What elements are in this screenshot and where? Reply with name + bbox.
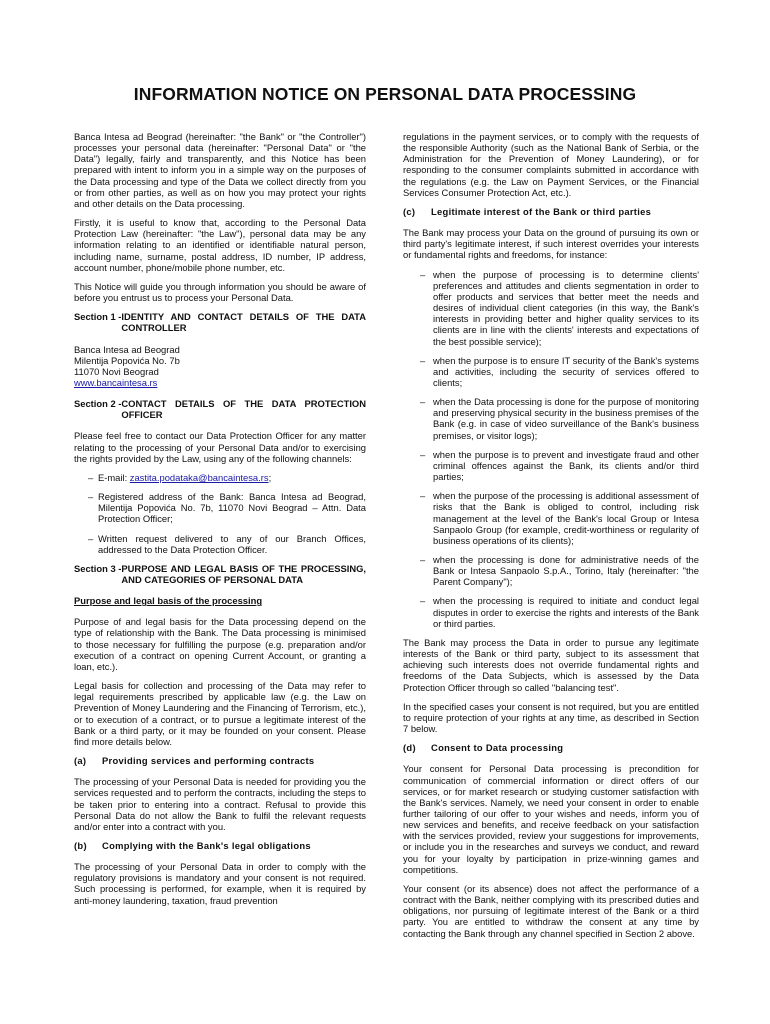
dpo-email-link[interactable]: zastita.podataka@bancaintesa.rs xyxy=(129,471,269,483)
bank-website-link[interactable]: www.bancaintesa.rs xyxy=(74,376,158,388)
definition-paragraph: Firstly, it is useful to know that, according to the Personal Data Protection Law (hereinafter: "the Law"), personal data may be any information relating to an identified or identifiable natural person, including name, surname, postal address, ID number, IP address, account number, phone/mobile phone number, etc. xyxy=(74,217,366,273)
section-1-heading xyxy=(74,311,366,333)
consent-paragraph: Your consent for Personal Data processing is precondition for communication of commercial information or direct offers of our services, or for market research or studying customer satisfaction with the Bank's services. Namely, we need your consent in order to enable further tailoring of our offer to your wishes and needs, inform you of new services and benefits, and receive feedback on your satisfaction with the services provided, review your suggestions for improvements, or include you in the researches and surveys we conduct, and reward you for your loyalty by participation in prize-winning games and competitions. xyxy=(403,763,699,875)
dpo-channels-list xyxy=(74,472,366,555)
subsection-a-title: Providing services and performing contracts xyxy=(102,755,315,767)
section-3-number: Section 3 - xyxy=(74,562,122,574)
purpose-subheading: Purpose and legal basis of the processing xyxy=(74,595,263,607)
list-item xyxy=(403,396,699,441)
list-item xyxy=(403,554,699,587)
subsection-d-title: Consent to Data processing xyxy=(431,742,564,754)
list-item-text: when the purpose of processing is to determine clients' preferences and attitudes and clients segmentation in order to offer products and services that better meet the needs and desires of individual client categories (in this way, the Bank's interests in providing better and higher quality services to its clients are in line with the clients' interests and expectations of the best possible service); xyxy=(433,268,699,347)
list-item-text: when the purpose is to ensure IT security of the Bank's systems and activities, including the security of services offered to clients; xyxy=(433,354,699,388)
list-item xyxy=(74,472,366,483)
dash-bullet: – xyxy=(420,554,426,565)
dash-bullet: – xyxy=(420,490,426,502)
dash-bullet: – xyxy=(420,595,426,607)
list-item xyxy=(403,490,699,546)
email-label: E-mail: xyxy=(98,471,130,483)
section-1-title: IDENTITY AND CONTACT DETAILS OF THE DATA CONTROLLER xyxy=(121,311,366,334)
section-3-title: PURPOSE AND LEGAL BASIS OF THE PROCESSING, AND CATEGORIES OF PERSONAL DATA xyxy=(121,562,366,585)
list-item xyxy=(403,269,699,347)
dash-bullet: – xyxy=(420,354,426,366)
dash-bullet: – xyxy=(88,532,94,544)
dash-bullet: – xyxy=(420,448,426,460)
list-item-text: when the Data processing is done for the purpose of monitoring and preserving physical security in the business premises of the Bank (e.g. in case of video surveillance of the Bank's business premises, or visitor logs); xyxy=(433,396,699,441)
list-item xyxy=(74,533,366,555)
address-line-2: Milentija Popovića No. 7b xyxy=(74,354,180,366)
subsection-d-label: (d) xyxy=(403,742,416,754)
consent-not-required-paragraph: In the specified cases your consent is not required, but you are entitled to require protection of your rights at any time, as described in Section 7 below. xyxy=(403,700,699,735)
address-line-3: 11070 Novi Beograd xyxy=(74,365,159,377)
subsection-a-label: (a) xyxy=(74,755,87,767)
section-3-heading xyxy=(74,563,366,585)
list-item xyxy=(403,355,699,388)
regulations-paragraph: regulations in the payment services, or to comply with the requests of the responsible Authority (such as the National Bank of Serbia, or the Administration for the Prevention of Money Laundering), or for responding to the consumer complaints submitted in accordance with the regulations (e.g. the Law on Payment Services, or the Financial Services Consumer Protection Act, etc.). xyxy=(403,131,699,198)
subsection-a-heading xyxy=(74,755,366,766)
list-item-text: when the purpose of the processing is additional assessment of risks that the Bank is obliged to control, including risk management at the level of the Bank's local Group or Intesa Sanpaolo Group (for example, credit-worthiness or regularity of business operations of its clients); xyxy=(433,490,699,546)
legitimate-interest-paragraph: The Bank may process your Data on the ground of pursuing its own or third party's legitimate interest, if such interest overrides your interests or fundamental rights and freedoms, for instance: xyxy=(403,227,699,261)
section-2-title: CONTACT DETAILS OF THE DATA PROTECTION OFFICER xyxy=(121,398,366,421)
subsection-c-title: Legitimate interest of the Bank or third parties xyxy=(431,205,652,217)
list-item-text: when the processing is required to initiate and conduct legal disputes in order to exercise the rights and interests of the Bank or third parties. xyxy=(433,595,699,629)
right-column xyxy=(403,131,699,947)
services-paragraph: The processing of your Personal Data is needed for providing you the services requested and to perform the contracts, including the steps to be taken prior to entering into a contract. Refusal to provide this Personal Data do not allow the Bank to fulfil the relevant requests and/or enter into a contract with you. xyxy=(74,776,366,832)
legitimate-interest-list xyxy=(403,269,699,629)
consent-withdraw-paragraph: Your consent (or its absence) does not affect the performance of a contract with the Bank, neither complying with its prescribed duties and obligations, nor pursuing of legitimate interest of the Bank or a third party. You are entitled to withdraw the consent at any time by contacting the Bank through any channel specified in Section 2 above. xyxy=(403,882,699,939)
dash-bullet: – xyxy=(88,491,94,503)
list-item xyxy=(74,491,366,524)
subsection-d-heading xyxy=(403,742,699,753)
section-1-number: Section 1 - xyxy=(74,311,122,323)
guide-paragraph: This Notice will guide you through information you should be aware of before you entrust us to process your Personal Data. xyxy=(74,280,366,304)
subsection-c-heading xyxy=(403,206,699,217)
dpo-contact-paragraph: Please feel free to contact our Data Protection Officer for any matter relating to the processing of your Personal Data and/or to exercising the rights provided by the Law, using any of the following channels: xyxy=(74,430,366,464)
subsection-b-label: (b) xyxy=(74,839,87,851)
section-2-heading xyxy=(74,398,366,420)
purpose-paragraph: Purpose of and legal basis for the Data processing depend on the type of relationship with the Bank. The Data processing is minimised to those necessary for fulfilling the purpose (e.g. preparation and/or execution of a contract on opening Current Account, or granting a loan, etc.). xyxy=(74,616,366,672)
subsection-b-title: Complying with the Bank's legal obligations xyxy=(102,839,311,851)
intro-paragraph: Banca Intesa ad Beograd (hereinafter: "the Bank" or "the Controller") processes your personal data (hereinafter: "Personal Data" or "the Data") legally, fairly and transparently, and this Notice has been prepared with intent to inform you in a simple way on the purposes of the Data processing and type of the Data we collect directly from you or from other parties, as well as on how you may protect your rights and other details on the Data processing. xyxy=(74,131,366,209)
document-title: INFORMATION NOTICE ON PERSONAL DATA PROCESSING xyxy=(133,84,637,104)
email-tail: ; xyxy=(268,471,272,483)
dash-bullet: – xyxy=(420,396,426,408)
balancing-test-paragraph: The Bank may process the Data in order to pursue any legitimate interests of the Bank or third party, subject to its assessment that achieving such interests does not override fundamental rights and freedoms of the Data Subjects, which is assessed by the Data Protection Officer through so called "balancing test". xyxy=(403,636,699,693)
dash-bullet: – xyxy=(420,268,426,280)
left-column xyxy=(74,131,366,914)
list-item xyxy=(403,595,699,628)
controller-address xyxy=(74,344,366,389)
legal-basis-paragraph: Legal basis for collection and processing of the Data may refer to legal requirements prescribed by applicable law (e.g. the Law on Prevention of Money Laundering and the Financing of Terrorism, etc.), or to execution of a contract, or to pursue a legitimate interest of the Bank or a third party, or it may be founded on your consent. Please find more details below. xyxy=(74,680,366,747)
list-item-text: when the processing is done for administrative needs of the Bank or Intesa Sanpaolo S.p.A., Torino, Italy (hereinafter: "the Parent Company"); xyxy=(433,554,699,588)
dash-bullet: – xyxy=(88,471,94,483)
subsection-c-label: (c) xyxy=(403,205,416,217)
section-2-number: Section 2 - xyxy=(74,398,122,410)
written-request-item: Written request delivered to any of our Branch Offices, addressed to the Data Protection Officer. xyxy=(98,532,366,555)
list-item xyxy=(403,449,699,482)
subsection-b-heading xyxy=(74,840,366,851)
address-line-1: Banca Intesa ad Beograd xyxy=(74,343,180,355)
list-item-text: when the purpose is to prevent and investigate fraud and other criminal offences against the Bank, its clients and/or third parties; xyxy=(433,448,699,483)
registered-address-item: Registered address of the Bank: Banca Intesa ad Beograd, Milentija Popovića No. 7b, 11070 Novi Beograd – Attn. Data Protection Officer; xyxy=(98,491,366,525)
legal-obligations-paragraph: The processing of your Personal Data in order to comply with the regulatory provisions is mandatory and your consent is not required. Such processing is performed, for example, when it is required by anti-money laundering, taxation, fraud prevention xyxy=(74,861,366,906)
